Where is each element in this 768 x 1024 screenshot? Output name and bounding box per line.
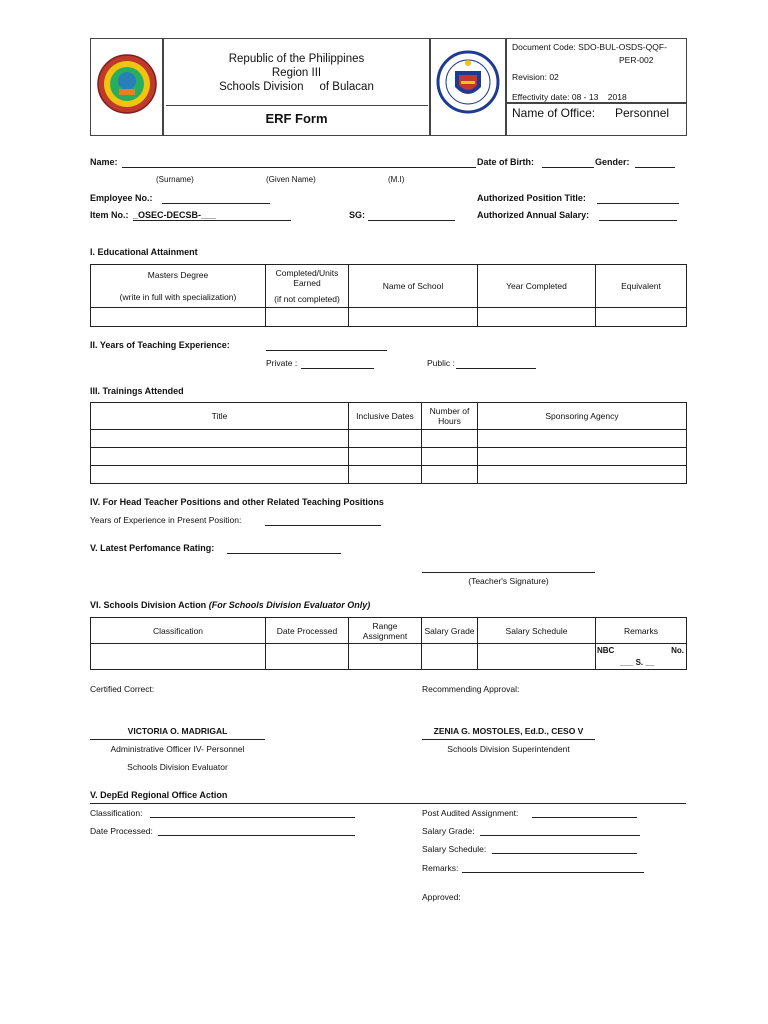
left-logo-cell	[90, 38, 163, 136]
col-inclusive-dates: Inclusive Dates	[349, 403, 422, 430]
training-cell[interactable]	[422, 430, 478, 448]
salary-schedule-field[interactable]	[492, 853, 637, 854]
gender-label: Gender:	[595, 157, 630, 167]
division-action-cell[interactable]	[266, 644, 349, 670]
head-teacher-heading: IV. For Head Teacher Positions and other Related Teaching Positions	[90, 497, 384, 507]
education-entry-row	[91, 308, 687, 327]
regional-date-processed-label: Date Processed:	[90, 826, 153, 836]
division-action-cell[interactable]	[422, 644, 478, 670]
col-completed-units	[266, 265, 349, 308]
regional-divider	[90, 803, 686, 804]
col-salary-grade: Salary Grade	[422, 618, 478, 644]
training-cell[interactable]	[349, 448, 422, 466]
surname-hint: (Surname)	[156, 175, 194, 184]
training-cell[interactable]	[349, 430, 422, 448]
evaluator-role: Schools Division Evaluator	[127, 762, 228, 772]
masters-degree-hint: (write in full with specialization)	[119, 292, 237, 302]
teacher-signature-label: (Teacher's Signature)	[468, 576, 549, 586]
col-masters-degree	[91, 265, 266, 308]
training-row	[91, 448, 687, 466]
division-action-title: VI. Schools Division Action	[90, 600, 207, 610]
nbc-no-label: No.	[671, 646, 684, 655]
col-equivalent: Equivalent	[596, 265, 687, 308]
division-action-entry-row	[91, 644, 687, 670]
post-audited-field[interactable]	[532, 817, 637, 818]
trainings-table	[90, 402, 687, 484]
teacher-signature-line[interactable]	[422, 572, 595, 573]
sg-field[interactable]	[368, 220, 455, 221]
col-name-of-school: Name of School	[349, 265, 478, 308]
right-logo-cell	[430, 38, 506, 136]
education-header-row	[91, 265, 687, 308]
education-cell[interactable]	[349, 308, 478, 327]
division-action-cell[interactable]	[349, 644, 422, 670]
completed-units-hint: (if not completed)	[274, 294, 340, 304]
office-value: Personnel	[615, 106, 670, 120]
education-cell[interactable]	[596, 308, 687, 327]
dob-label: Date of Birth:	[477, 157, 534, 167]
col-date-processed: Date Processed	[266, 618, 349, 644]
training-cell[interactable]	[422, 448, 478, 466]
division-action-heading	[90, 600, 370, 610]
remarks-cell[interactable]	[596, 644, 687, 670]
form-title: ERF Form	[265, 111, 328, 126]
doc-code: Document Code: SDO-BUL-OSDS-QQF-	[512, 42, 667, 52]
completed-units-label: Completed/Units Earned	[275, 268, 339, 288]
approved-label: Approved:	[422, 892, 461, 902]
training-row	[91, 430, 687, 448]
revision: Revision: 02	[512, 72, 559, 82]
superintendent-name: ZENIA G. MOSTOLES, Ed.D., CESO V	[433, 726, 584, 736]
position-title-label: Authorized Position Title:	[477, 193, 586, 203]
regional-classification-label: Classification:	[90, 808, 143, 818]
evaluator-signature-line	[90, 739, 265, 740]
sg-label: SG:	[349, 210, 366, 220]
evaluator-title: Administrative Officer IV- Personnel	[110, 744, 245, 754]
experience-field[interactable]	[266, 350, 387, 351]
training-row	[91, 466, 687, 484]
regional-remarks-label: Remarks:	[422, 863, 459, 873]
effectivity-label: Effectivity date: 08 - 13	[512, 92, 599, 102]
gender-field[interactable]	[635, 167, 675, 168]
given-name-hint: (Given Name)	[266, 175, 316, 184]
item-no-label: Item No.:	[90, 210, 129, 220]
training-cell[interactable]	[91, 430, 349, 448]
republic-text: Republic of the Philippines	[228, 53, 365, 65]
division-action-header-row	[91, 618, 687, 644]
private-label: Private :	[266, 358, 298, 368]
private-field[interactable]	[301, 368, 374, 369]
training-cell[interactable]	[478, 448, 687, 466]
division-text	[164, 81, 429, 93]
region-text: Region III	[271, 67, 322, 79]
mi-hint: (M.I)	[388, 175, 405, 184]
salary-schedule-label: Salary Schedule:	[422, 844, 487, 854]
nbc-label: NBC	[597, 646, 615, 655]
years-present-position-field[interactable]	[265, 525, 381, 526]
evaluator-name: VICTORIA O. MADRIGAL	[127, 726, 228, 736]
training-cell[interactable]	[478, 466, 687, 484]
certified-correct-label: Certified Correct:	[90, 684, 155, 694]
item-no-field[interactable]	[133, 220, 291, 221]
col-year-completed: Year Completed	[478, 265, 596, 308]
doc-code-suffix: PER-002	[619, 55, 654, 65]
public-field[interactable]	[456, 368, 536, 369]
regional-action-heading: V. DepEd Regional Office Action	[90, 790, 228, 800]
training-cell[interactable]	[422, 466, 478, 484]
col-remarks: Remarks	[596, 618, 687, 644]
col-sponsoring-agency: Sponsoring Agency	[478, 403, 687, 430]
employee-no-field[interactable]	[162, 203, 270, 204]
education-heading: I. Educational Attainment	[90, 247, 198, 257]
item-no-value: _OSEC-DECSB-___	[133, 210, 217, 220]
col-range-assignment: Range Assignment	[349, 618, 422, 644]
effectivity-year: 2018	[607, 92, 627, 102]
col-classification: Classification	[91, 618, 266, 644]
regional-remarks-field[interactable]	[462, 872, 644, 873]
col-salary-schedule: Salary Schedule	[478, 618, 596, 644]
experience-heading: II. Years of Teaching Experience:	[90, 340, 230, 350]
salary-grade-label: Salary Grade:	[422, 826, 475, 836]
years-present-position-label: Years of Experience in Present Position:	[90, 515, 242, 525]
education-table	[90, 264, 687, 327]
form-header	[90, 38, 687, 136]
office-cell	[506, 103, 687, 136]
training-cell[interactable]	[91, 466, 349, 484]
col-title: Title	[91, 403, 349, 430]
deped-seal-icon	[431, 39, 505, 135]
division-action-cell[interactable]	[91, 644, 266, 670]
employee-no-label: Employee No.:	[90, 193, 153, 203]
education-cell[interactable]	[478, 308, 596, 327]
office-label: Name of Office:	[512, 106, 596, 120]
doc-info-cell	[506, 38, 687, 103]
performance-rating-field[interactable]	[227, 553, 341, 554]
name-label: Name:	[90, 157, 118, 167]
division-seal-icon	[91, 39, 162, 135]
effectivity-date	[512, 92, 627, 102]
training-cell[interactable]	[478, 430, 687, 448]
name-field[interactable]	[122, 167, 476, 168]
training-cell[interactable]	[349, 466, 422, 484]
annual-salary-field[interactable]	[599, 220, 677, 221]
recommending-approval-label: Recommending Approval:	[422, 684, 520, 694]
trainings-heading: III. Trainings Attended	[90, 386, 184, 396]
position-title-field[interactable]	[597, 203, 679, 204]
education-cell[interactable]	[266, 308, 349, 327]
salary-grade-field[interactable]	[480, 835, 640, 836]
trainings-header-row	[91, 403, 687, 430]
regional-date-processed-field[interactable]	[158, 835, 355, 836]
division-action-cell[interactable]	[478, 644, 596, 670]
performance-rating-label: V. Latest Perfomance Rating:	[90, 543, 215, 553]
dob-field[interactable]	[542, 167, 594, 168]
division-action-note: (For Schools Division Evaluator Only)	[208, 600, 371, 610]
regional-classification-field[interactable]	[150, 817, 355, 818]
post-audited-label: Post Audited Assignment:	[422, 808, 519, 818]
superintendent-title: Schools Division Superintendent	[447, 744, 570, 754]
division-text-a: Schools Division	[219, 81, 304, 93]
training-cell[interactable]	[91, 448, 349, 466]
nbc-series: ___ S. __	[620, 658, 655, 667]
annual-salary-label: Authorized Annual Salary:	[477, 210, 590, 220]
col-number-of-hours: Number of Hours	[422, 403, 478, 430]
education-cell[interactable]	[91, 308, 266, 327]
division-text-b: of Bulacan	[319, 81, 374, 93]
division-action-table	[90, 617, 687, 670]
title-cell	[163, 38, 430, 136]
public-label: Public :	[427, 358, 455, 368]
masters-degree-label: Masters Degree	[147, 270, 209, 280]
superintendent-signature-line	[422, 739, 595, 740]
